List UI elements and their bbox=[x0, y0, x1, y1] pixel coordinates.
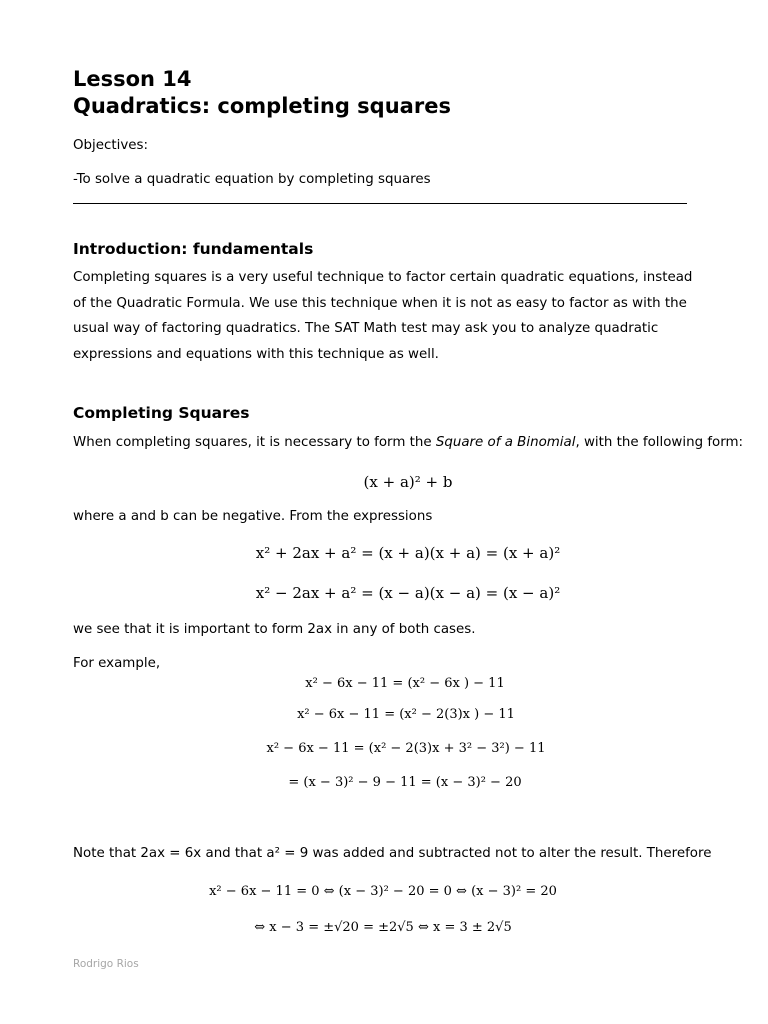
solution-equation-line: x² − 6x − 11 = 0 ⇔ (x − 3)² − 20 = 0 ⇔ (x − 3)² = 20 bbox=[209, 884, 557, 899]
example-step: x² − 6x − 11 = (x² − 6x ) − 11 bbox=[305, 676, 505, 691]
binomial-sentence-end: , with the following form: bbox=[575, 435, 744, 450]
binomial-form-equation: (x + a)² + b bbox=[363, 473, 453, 491]
example-step: = (x − 3)² − 9 − 11 = (x − 3)² − 20 bbox=[288, 775, 522, 790]
binomial-sentence-start: When completing squares, it is necessary to form the bbox=[73, 435, 436, 450]
note-sentence: Note that 2ax = 6x and that a² = 9 was added and subtracted not to alter the result. Therefore bbox=[73, 846, 712, 861]
objective-item: -To solve a quadratic equation by completing squares bbox=[73, 172, 431, 187]
objectives-label: Objectives: bbox=[73, 138, 148, 153]
important-sentence: we see that it is important to form 2ax in any of both cases. bbox=[73, 622, 476, 637]
square-of-binomial-term: Square of a Binomial bbox=[435, 435, 576, 450]
solution-equation-line: ⇔ x − 3 = ±√20 = ±2√5 ⇔ x = 3 ± 2√5 bbox=[254, 920, 512, 935]
intro-paragraph: Completing squares is a very useful technique to factor certain quadratic equations, instead of the Quadratic Formula. We use this technique when it is not as easy to factor as with the usual way of factoring quadratics. The SAT Math test may ask you to analyze quadratic expressions and equations with this technique as well. bbox=[73, 270, 693, 362]
intro-heading: Introduction: fundamentals bbox=[73, 240, 314, 258]
identity-plus-equation: x² + 2ax + a² = (x + a)(x + a) = (x + a)² bbox=[255, 544, 561, 562]
example-label: For example, bbox=[73, 656, 161, 671]
example-step: x² − 6x − 11 = (x² − 2(3)x + 3² − 3²) − 11 bbox=[266, 741, 546, 756]
completing-squares-heading: Completing Squares bbox=[73, 404, 250, 422]
lesson-topic-title: Quadratics: completing squares bbox=[73, 94, 451, 118]
binomial-sentence bbox=[73, 435, 743, 451]
footer-author: Rodrigo Rios bbox=[73, 958, 139, 970]
where-sentence: where a and b can be negative. From the expressions bbox=[73, 509, 433, 524]
lesson-number-title: Lesson 14 bbox=[73, 67, 192, 91]
example-step: x² − 6x − 11 = (x² − 2(3)x ) − 11 bbox=[297, 707, 515, 722]
section-divider bbox=[73, 203, 687, 204]
identity-minus-equation: x² − 2ax + a² = (x − a)(x − a) = (x − a)² bbox=[255, 584, 561, 602]
